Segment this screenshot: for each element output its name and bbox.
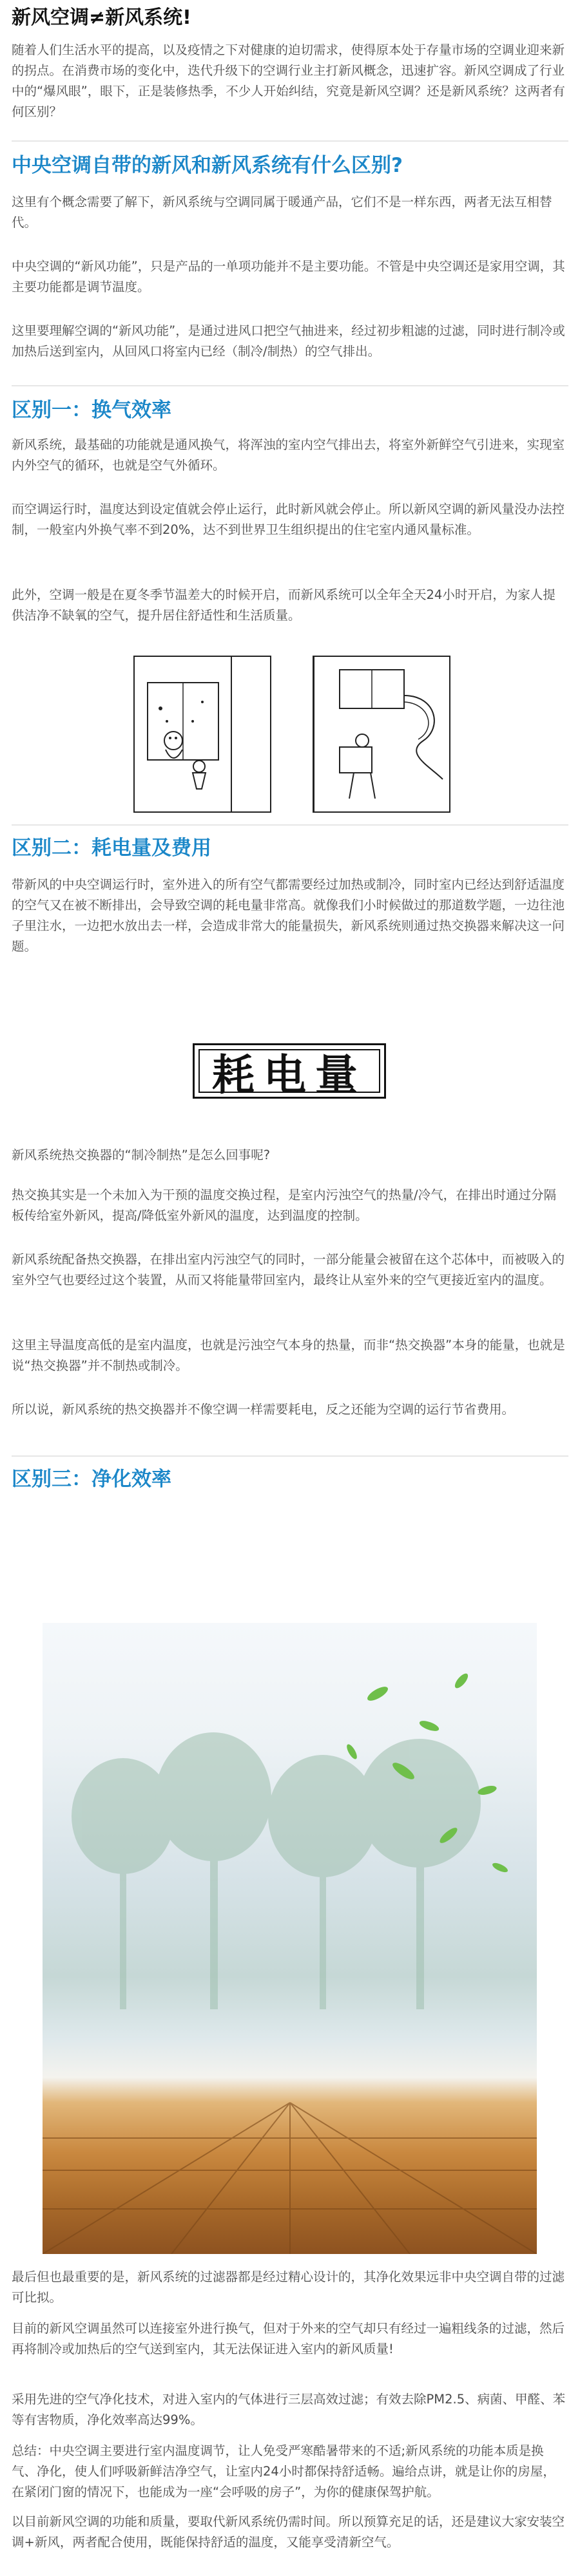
section-1-paragraph-2: 而空调运行时，温度达到设定值就会停止运行，此时新风就会停止。所以新风空调的新风量没办法控制，一般室内外换气率不到20%，达不到世界卫生组织提出的住宅室内通风量标准。: [12, 502, 565, 537]
question-paragraph-3: 这里要理解空调的“新风功能”，是通过进风口把空气抽进来，经过初步粗滤的过滤，同时进行制冷或加热后送到室内，从回风口将室内已经（制冷/制热）的空气排出。: [12, 323, 565, 359]
intro-paragraph: 随着人们生活水平的提高，以及疫情之下对健康的迫切需求，使得原本处于存量市场的空调业迎来新的拐点。在消费市场的变化中，迭代升级下的空调行业主打新风概念，迅速扩容。新风空调成了行业中的“爆风眼”，眼下，正是装修热季，不少人开始纠结，究竟是新风空调？还是新风系统？这两者有何区别？: [12, 43, 565, 119]
divider: [12, 1455, 568, 1457]
section-3-heading: 区别三：净化效率: [12, 1468, 171, 1491]
banner-calligraphy: [193, 1043, 386, 1099]
section-2-paragraph-6: 所以说，新风系统的热交换器并不像空调一样需要耗电，反之还能为空调的运行节省费用。: [12, 1402, 515, 1417]
section-2-paragraph-1: 带新风的中央空调运行时，室外进入的所有空气都需要经过加热或制冷，同时室内已经达到舒适温度的空气又在被不断排出，会导致空调的耗电量非常高。就像我们小时候做过的那道数学题，一边往池子里注水，一边把水放出去一样，会造成非常大的能量损失，新风系统则通过热交换器来解决这一问题。: [12, 877, 565, 954]
section-3-paragraph-2: 目前的新风空调虽然可以连接室外进行换气，但对于外来的空气却只有经过一遍粗线条的过滤，然后再将制冷或加热后的空气送到室内，其无法保证进入室内的新风质量!: [12, 2321, 565, 2356]
article-title: 新风空调≠新风系统!: [12, 6, 191, 29]
section-3-paragraph-1: 最后但也最重要的是，新风系统的过滤器都是经过精心设计的，其净化效果远非中央空调自带的过滤可比拟。: [12, 2269, 565, 2305]
question-paragraph-1: 这里有个概念需要了解下，新风系统与空调同属于暖通产品，它们不是一样东西，两者无法互相替代。: [12, 194, 552, 230]
section-2-paragraph-4: 新风系统配备热交换器，在排出室内污浊空气的同时，一部分能量会被留在这个芯体中，而被吸入的室外空气也要经过这个装置，从而又将能量带回室内，最终让从室外来的空气更接近室内的温度。: [12, 1252, 565, 1287]
section-2-paragraph-3: 热交换其实是一个未加入为干预的温度交换过程，是室内污浊空气的热量/冷气，在排出时通过分隔板传给室外新风，提高/降低室外新风的温度，达到温度的控制。: [12, 1188, 557, 1223]
section-1-paragraph-1: 新风系统，最基础的功能就是通风换气，将浑浊的室内空气排出去，将室外新鲜空气引进来，实现室内外空气的循环，也就是空气外循环。: [12, 437, 565, 473]
section-2-paragraph-5: 这里主导温度高低的是室内温度，也就是污浊空气本身的热量，而非“热交换器”本身的能量，也就是说“热交换器”并不制热或制冷。: [12, 1338, 565, 1373]
section-2-heading: 区别二：耗电量及费用: [12, 837, 211, 860]
question-paragraph-2: 中央空调的“新风功能”，只是产品的一单项功能并不是主要功能。不管是中央空调还是家用空调，其主要功能都是调节温度。: [12, 259, 565, 294]
banner-text: 耗电量: [212, 1049, 367, 1100]
question-heading: 中央空调自带的新风和新风系统有什么区别?: [12, 154, 403, 177]
section-3-paragraph-5: 以目前新风空调的功能和质量，要取代新风系统仍需时间。所以预算充足的话，还是建议大家安装空调+新风，两者配合使用，既能保持舒适的温度，又能享受清新空气。: [12, 2514, 565, 2550]
divider: [12, 385, 568, 386]
section-1-heading: 区别一：换气效率: [12, 399, 171, 422]
section-2-paragraph-2: 新风系统热交换器的“制冷制热”是怎么回事呢?: [12, 1148, 271, 1162]
divider: [12, 824, 568, 826]
section-3-paragraph-4: 总结：中央空调主要进行室内温度调节，让人免受严寒酷暑带来的不适;新风系统的功能本质是换气、净化，使人们呼吸新鲜洁净空气，让室内24小时都保持舒适畅。遍给点讲，就是让你的房屋，在紧闭门窗的情况下，也能成为一座“会呼吸的房子”，为你的健康保驾护航。: [12, 2443, 556, 2499]
sketch-room-ventilation: [313, 656, 450, 813]
photo-forest-wooden-deck: [43, 1623, 537, 2254]
divider: [12, 140, 568, 142]
section-3-paragraph-3: 采用先进的空气净化技术，对进入室内的气体进行三层高效过滤；有效去除PM2.5、病菌、甲醛、苯等有害物质，净化效率高达99%。: [12, 2392, 566, 2427]
sketch-room-window-closed: [133, 656, 271, 813]
section-1-paragraph-3: 此外，空调一般是在夏冬季节温差大的时候开启，而新风系统可以全年全天24小时开启，为家人提供洁净不缺氧的空气，提升居住舒适性和生活质量。: [12, 587, 556, 623]
